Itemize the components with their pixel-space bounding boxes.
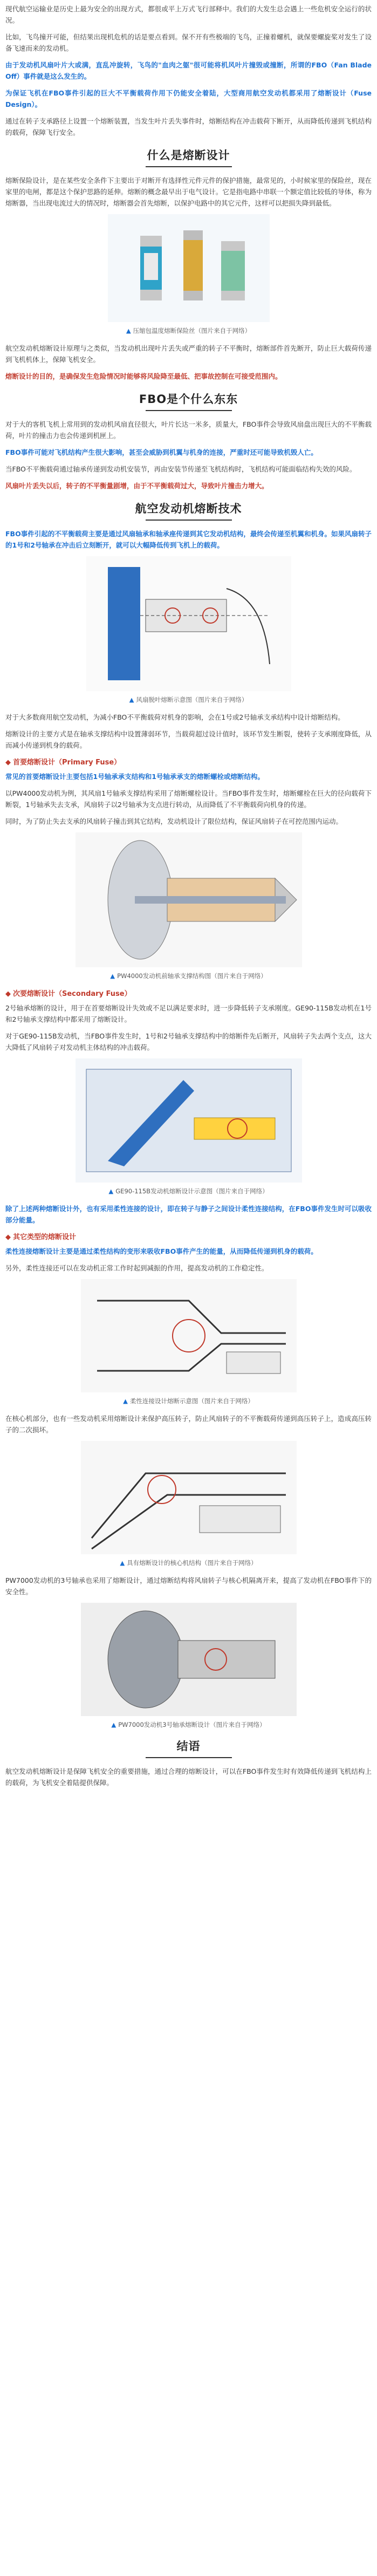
- fuse-paragraph-2: 航空发动机熔断设计原理与之类似，当发动机出现叶片丢失或严重的转子不平衡时，熔断部件首先断开，防止巨大载荷传递到飞机机体上，保障飞机安全。: [5, 344, 372, 364]
- fbo-paragraph-2: 当FBO不平衡载荷通过轴承传递到发动机安装节，再由安装节传递至飞机结构时，飞机结构可能面临结构失效的风险。: [5, 465, 357, 473]
- fbo-red-note: 风扇叶片丢失以后，转子的不平衡量剧增，由于不平衡载荷过大，导致叶片撞击力增大。: [5, 482, 269, 490]
- flexible-link-diagram: [81, 1279, 297, 1392]
- engine-paragraph-2: 熔断设计的主要方式是在轴承支撑结构中设置薄弱环节，当载荷超过设计值时，该环节发生断裂，使转子支承刚度降低，从而减小传递到机身的载荷。: [5, 730, 372, 749]
- heading-rule: [146, 166, 232, 167]
- figure-caption-6: ▲ 具有熔断设计的核心机结构（图片来自于网络）: [120, 1559, 257, 1567]
- figure-caption-5: ▲ 柔性连接设计熔断示意图（图片来自于网络）: [123, 1397, 254, 1405]
- ge90-diagram: [76, 1058, 302, 1183]
- secondary-paragraph-2: 对于GE90-115B发动机，当FBO事件发生时，1号和2号轴承支撑结构中的熔断件先后断开，风扇转子失去两个支点，这大大降低了风扇转子对发动机主体结构的冲击载荷。: [5, 1032, 372, 1051]
- figure-caption-3: ▲ PW4000发动机前轴承支撑结构图（图片来自于网络）: [110, 972, 267, 980]
- fuse-image: [108, 214, 270, 322]
- intro-highlight-2: 为保证飞机在FBO事件引起的巨大不平衡载荷作用下仍能安全着陆，大型商用航空发动机都采用了熔断设计（Fuse Design）。: [5, 89, 372, 108]
- fuse-red-note: 熔断设计的目的，是确保发生危险情况时能够将风险降至最低、把事故控制在可接受范围内。: [5, 372, 282, 380]
- engine-paragraph-1: 对于大多数商用航空发动机，为减小FBO不平衡载荷对机身的影响，会在1号或2号轴承支承结构中设计熔断结构。: [5, 713, 345, 721]
- secondary-paragraph-1: 2号轴承熔断的设计，用于在首要熔断设计失效或不足以满足要求时，进一步降低转子支承刚度。GE90-115B发动机在1号和2号轴承支撑结构中都采用了熔断设计。: [5, 1004, 372, 1023]
- section-title-fbo: FBO是个什么东东: [139, 393, 238, 406]
- secondary-highlight: 除了上述两种熔断设计外，也有采用柔性连接的设计，即在转子与静子之间设计柔性连接结构，在FBO事件发生时可以吸收部分能量。: [5, 1205, 372, 1224]
- pw7000-diagram: [81, 1603, 297, 1716]
- end-paragraph-1: 航空发动机熔断设计是保障飞机安全的重要措施，通过合理的熔断设计，可以在FBO事件发生时有效降低传递到飞机结构上的载荷，为飞机安全着陆提供保障。: [5, 1767, 372, 1787]
- primary-fuse-title: ◆ 首要熔断设计（Primary Fuse）: [5, 759, 121, 767]
- other-paragraph-1: 另外，柔性连接还可以在发动机正常工作时起到减振的作用，提高发动机的工作稳定性。: [5, 1264, 269, 1272]
- secondary-fuse-title: ◆ 次要熔断设计（Secondary Fuse）: [5, 990, 132, 998]
- primary-paragraph-2: 同时，为了防止失去支承的风扇转子撞击到其它结构，发动机设计了限位结构，保证风扇转子在可控范围内运动。: [5, 817, 343, 825]
- intro-paragraph-1: 现代航空运输业是历史上最为安全的出现方式，都很或平上万式飞行部释中。我们的大发生总会遇上一些危机安全运行的状况。: [5, 5, 372, 24]
- fuse-cartridge-2: [183, 230, 203, 300]
- primary-paragraph-1: 以PW4000发动机为例，其风扇1号轴承支撑结构采用了熔断螺栓设计。当FBO事件发生时，熔断螺栓在巨大的径向载荷下断裂，1号轴承失去支承，风扇转子以2号轴承为支点进行转动，从而降低了不平衡载荷向机身的传递。: [5, 789, 372, 809]
- section-title-engine: 航空发动机熔断技术: [135, 502, 242, 515]
- other-highlight: 柔性连接熔断设计主要是通过柔性结构的变形来吸收FBO事件产生的能量，从而降低传递到机身的载荷。: [5, 1247, 318, 1255]
- other-fuse-title: ◆ 其它类型的熔断设计: [5, 1233, 77, 1241]
- fbo-diagram: [86, 556, 291, 691]
- intro-highlight-1: 由于发动机风扇叶片大或满，直乱冲旋转，飞鸟的"血肉之躯"很可能将机风叶片撞毁或撞断，所谓的FBO（Fan Blade Off）事件就是这么发生的。: [5, 61, 372, 80]
- heading-rule: [146, 520, 232, 521]
- core-diagram: [81, 1441, 297, 1554]
- heading-rule: [146, 410, 232, 411]
- fbo-paragraph-1: 对于大的客机飞机上常用到的发动机风扇直径很大，叶片长达一米多，质量大，FBO事件会导致风扇盘出现巨大的不平衡载荷，叶片的撞击力也会传递到机匣上。: [5, 420, 372, 440]
- section-heading-end: [5, 1738, 372, 1758]
- fuse-cartridge-1: [140, 236, 162, 300]
- intro-paragraph-3: 通过在转子支承路径上设置一个熔断装置，当发生叶片丢失事件时，熔断结构在冲击载荷下断开，从而降低传递到飞机结构的载荷，保障飞行安全。: [5, 117, 372, 136]
- heading-rule: [146, 1757, 232, 1758]
- primary-highlight: 常见的首要熔断设计主要包括1号轴承承支结构和1号轴承承支的熔断螺栓或熔断结构。: [5, 773, 264, 781]
- figure-caption-2: ▲ 风扇脱叶熔断示意图（图片来自于网络）: [129, 696, 248, 703]
- other-paragraph-2: 在核心机部分，也有一些发动机采用熔断设计来保护高压转子，防止风扇转子的不平衡载荷传递到高压转子上，造成高压转子的二次损坏。: [5, 1415, 372, 1434]
- fuse-paragraph-1: 熔断保险设计，是在某些安全条件下主要出于对断开有选择性元件元件的保护措施，最常见的，小时候家里的保险丝，现在家里的电闸，都是这个保护思路的延伸。熔断的概念最早出于电气设计。它是指电路中串联一个额定值比较低的导体，称为熔断器，当出现电流过大的情况时，熔断器会首先熔断，以保护电路中的其它元件，这样可以把损失降到最低。: [5, 176, 372, 207]
- fuse-cartridge-3: [221, 241, 245, 300]
- figure-caption-4: ▲ GE90-115B发动机熔断设计示意图（图片来自于网络）: [108, 1187, 269, 1195]
- section-heading-fbo: [5, 391, 372, 411]
- section-title-fuse: 什么是熔断设计: [147, 149, 230, 162]
- figure-caption-1: ▲ 压缩包温度熔断保险丝（图片来自于网络）: [126, 327, 251, 334]
- section-heading-fuse: [5, 147, 372, 167]
- fbo-highlight: FBO事件可能对飞机结构产生很大影响，甚至会威胁到机翼与机身的连接，严重时还可能导致机毁人亡。: [5, 448, 318, 456]
- section-title-end: 结语: [176, 1740, 201, 1753]
- section-heading-engine: [5, 500, 372, 521]
- figure-caption-7: ▲ PW7000发动机3号轴承熔断设计（图片来自于网络）: [111, 1721, 266, 1728]
- intro-paragraph-2: 比如，飞鸟撞开可能，但结果出现机危机的话是要点看到。保不开有些极端的飞鸟，正撞着螺机，就保要螺旋桨对发生了设备飞速而来的发动机。: [5, 33, 372, 52]
- other-paragraph-3: PW7000发动机的3号轴承也采用了熔断设计，通过熔断结构将风扇转子与核心机隔离开来，提高了发动机在FBO事件下的安全性。: [5, 1576, 372, 1596]
- engine-highlight: FBO事件引起的不平衡载荷主要是通过风扇轴承和轴承座传递到其它发动机结构，最终会传递至机翼和机身。如果风扇转子的1号和2号轴承在冲击后立刻断开，就可以大幅降低传到飞机上的载荷。: [5, 530, 372, 549]
- pw4000-diagram: [76, 832, 302, 967]
